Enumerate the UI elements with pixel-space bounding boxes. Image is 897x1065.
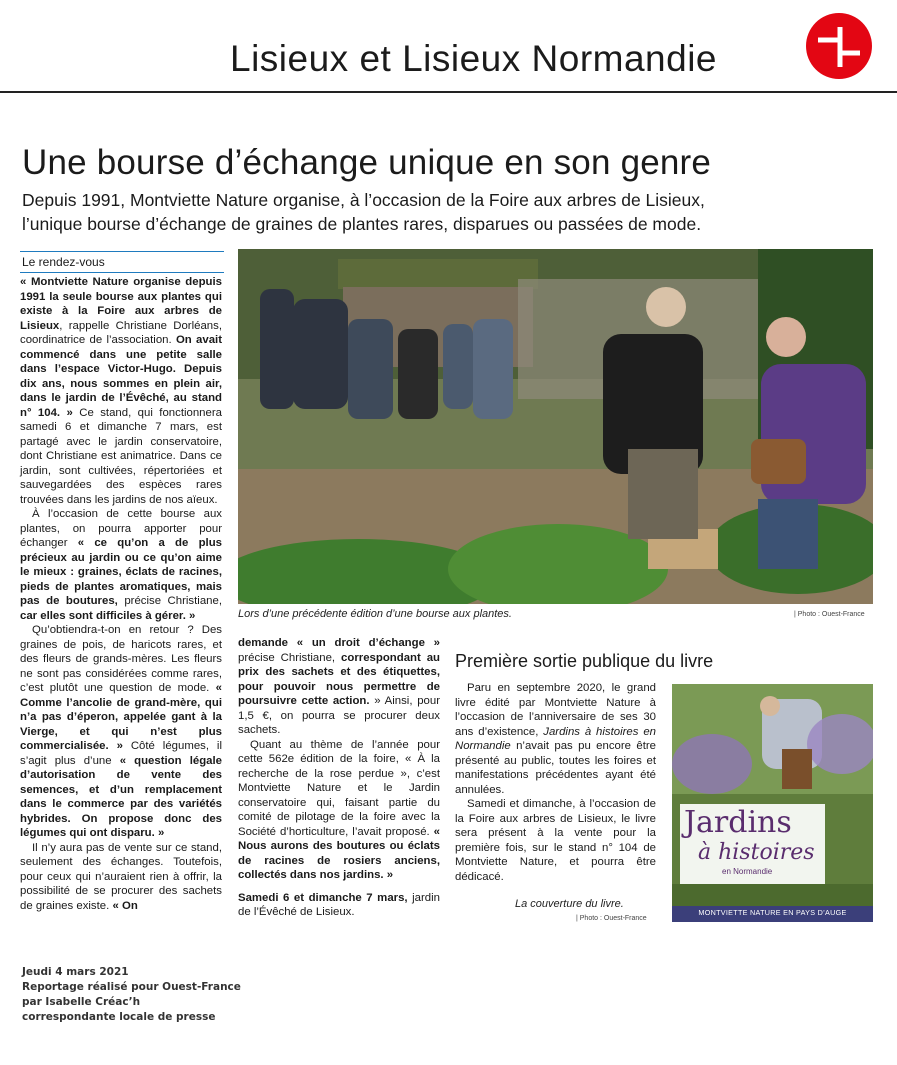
paragraph <box>238 738 440 883</box>
standfirst-line: l’unique bourse d’échange de graines de plantes rares, disparues ou passées de mode. <box>22 214 702 234</box>
footer-date: Jeudi 4 mars 2021 <box>22 966 129 978</box>
book-subheading: Première sortie publique du livre <box>455 651 714 671</box>
photo-credit: | Photo : Ouest-France <box>794 611 865 618</box>
article-standfirst <box>22 188 882 236</box>
masthead-rule <box>0 91 897 93</box>
article-column-2 <box>238 636 440 920</box>
paragraph <box>20 623 222 841</box>
text-run: précise Christiane, <box>238 651 342 664</box>
photo-caption: Lors d’une précédente édition d’une bourse aux plantes. <box>238 608 512 620</box>
text-run: Qu’obtiendra-t-on en retour ? Des graines de pois, de haricots rares, et des fleurs de grands-mères. Les fleurs ne sont pas considérées comme rares, c’est plutôt une question de mode. <box>20 624 222 694</box>
book-caption: La couverture du livre. <box>515 898 624 910</box>
text-run: , rappelle Christiane Dorléans, coordinatrice de l’association. <box>20 319 222 346</box>
text-run: « On <box>112 899 138 912</box>
market-photo <box>238 249 873 604</box>
article-column-1 <box>20 275 222 913</box>
text-run: « Montviette Nature organise depuis 1991 la seule bourse aux plantes qui existe à la Foire aux arbres de Lisieux <box>20 276 222 332</box>
paragraph <box>238 636 440 738</box>
text-run: correspondant au prix des sachets et des étiquettes, pour pouvoir nous permettre de poursuivre cette action. <box>238 651 440 707</box>
text-run: n’avait pas pu encore être présenté au public, toutes les foires et manifestations précédentes ayant été annulées. <box>455 740 656 796</box>
text-run: « Nous aurons des boutures ou éclats de racines de rosiers anciens, collectés dans nos jardins. » <box>238 825 440 881</box>
section-title: Lisieux et Lisieux Normandie <box>230 38 718 79</box>
text-run: « question légale d’autorisation de vente des semences, et d’un remplacement dans le commerce par des variétés hybrides. On propose donc des légumes qui ont disparu. » <box>20 754 222 839</box>
event-dates <box>238 891 440 920</box>
text-run: Ce stand, qui fonctionnera samedi 6 et dimanche 7 mars, est partagé avec le jardin conservatoire, dont Christiane est animatrice. Dans ce jardin, sont cultivées, répertoriées et sauvegardées des espèces rares trouvées dans les jardins de nos aïeux. <box>20 406 222 506</box>
text-run: À l’occasion de cette bourse aux plantes, on pourra apporter pour échanger <box>20 508 222 549</box>
ouest-france-logo-icon <box>806 13 872 79</box>
text-run: » Ainsi, pour 1,5 €, on pourra se procurer deux sachets. <box>238 695 440 736</box>
book-band: MONTVIETTE NATURE EN PAYS D’AUGE <box>698 908 847 917</box>
text-run: Jardins à histoires en Normandie <box>455 725 656 752</box>
book-title-line2: à histoires <box>698 840 815 865</box>
text-run: « ce qu’on a de plus précieux au jardin ou ce qu’on aime le mieux : graines, éclats de racines, pieds de plantes aromatiques, mais pas de boutures, <box>20 537 222 607</box>
text-run: Quant au thème de l’année pour cette 562e édition de la foire, « À la recherche de la rose perdue », c’est Montviette Nature et le Jardin conservatoire qui, faisant partie du comité de pilotage de la foire avec la Société d’horticulture, l’avait proposé. <box>238 738 440 838</box>
footer-author: par Isabelle Créac’h <box>22 996 141 1008</box>
text-run: Paru en septembre 2020, le grand livre édité par Montviette Nature à l’occasion de l’anniversaire de ses 30 ans d’existence, <box>455 682 656 738</box>
text-run: car elles sont difficiles à gérer. » <box>20 609 196 622</box>
paragraph <box>20 507 222 623</box>
rendezvous-heading: Le rendez-vous <box>20 251 224 273</box>
text-run: jardin de l’Évêché de Lisieux. <box>238 891 440 918</box>
standfirst-line: Depuis 1991, Montviette Nature organise, à l’occasion de la Foire aux arbres de Lisieux, <box>22 190 705 210</box>
text-run: On avait commencé dans une petite salle dans l’espace Victor-Hugo. Depuis dix ans, nous sommes en plein air, dans le jardin de l’Évêché, au stand n° 104. » <box>20 334 222 419</box>
byline-footer <box>22 965 241 1025</box>
footer-role: correspondante locale de presse <box>22 1011 216 1023</box>
book-subtitle: en Normandie <box>722 867 773 876</box>
paragraph <box>20 275 222 507</box>
text-run: précise Christiane, <box>117 595 222 607</box>
text-run: Samedi et dimanche, à l’occasion de la Foire aux arbres de Lisieux, le livre sera présent à la vente pour la première fois, sur le stand n° 104 de Montviette Nature, et pourra être dédicacé. <box>455 798 656 883</box>
article-headline: Une bourse d’échange unique en son genre <box>22 143 712 182</box>
text-run: « Comme l’ancolie de grand-mère, qui n’a pas d’éperon, appelée gant à la Vierge, et qui n’est plus commercialisée. » <box>20 682 222 752</box>
text-run: Samedi 6 et dimanche 7 mars, <box>238 891 408 904</box>
paragraph <box>20 841 222 914</box>
book-photo-credit: | Photo : Ouest-France <box>576 915 647 922</box>
paragraph <box>455 797 656 884</box>
text-run: demande « un droit d’échange » <box>238 637 440 649</box>
article-column-3 <box>455 681 656 884</box>
text-run: Il n’y aura pas de vente sur ce stand, seulement des échanges. Toutefois, pour ceux qui n’auraient rien à offrir, la possibilité de se procurer des sachets de graines existe. <box>20 841 222 912</box>
footer-line: Reportage réalisé pour Ouest-France <box>22 981 241 993</box>
book-cover <box>672 684 873 922</box>
book-title: Jardins <box>684 805 792 840</box>
text-run: Côté légumes, il s’agit plus d’une <box>20 740 222 767</box>
paragraph <box>455 681 656 797</box>
